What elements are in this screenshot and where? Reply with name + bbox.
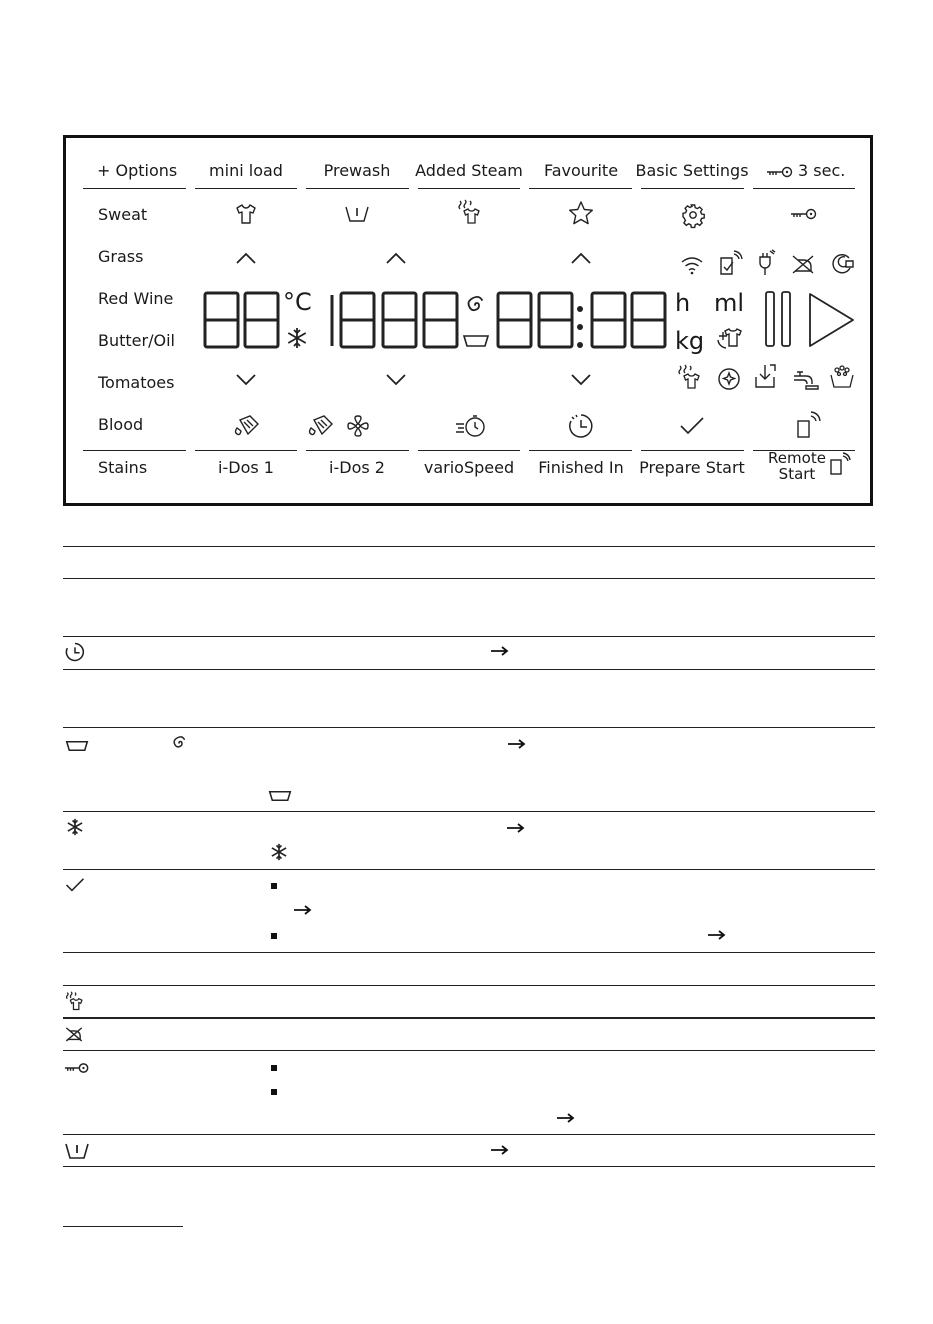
drum-clean-icon: [829, 252, 855, 276]
header-rule: [306, 188, 409, 189]
gear-icon: [681, 203, 705, 227]
table-rule: [63, 1166, 875, 1167]
finished-in-label: Finished In: [538, 458, 624, 477]
unit-ml: ml: [714, 289, 745, 317]
steam-shirt-icon: [456, 199, 484, 225]
snowflake-icon: [66, 818, 84, 836]
header-rule: [529, 188, 632, 189]
prewash-basin-icon: [344, 205, 370, 223]
rinse-hold-icon: [753, 363, 777, 389]
footer-rule: [641, 450, 744, 451]
pause-icon: [764, 290, 794, 348]
soak-icon: [829, 365, 855, 389]
table-rule: [63, 669, 875, 670]
header-rule: [83, 188, 186, 189]
spiral-icon: [170, 734, 188, 752]
spiral-icon: [463, 293, 487, 317]
arrow-right-icon: [506, 822, 526, 834]
table-rule: [63, 578, 875, 579]
checkmark-icon: [679, 416, 705, 436]
steam-shirt-icon: [64, 991, 86, 1011]
added-steam-label: Added Steam: [415, 161, 523, 180]
stain-blood: Blood: [98, 415, 144, 434]
options-label: + Options: [97, 161, 178, 180]
prewash-basin-icon: [64, 1142, 90, 1160]
unit-kg: kg: [675, 327, 705, 355]
checkmark-icon: [65, 877, 85, 893]
remote-start-icon: [829, 452, 851, 476]
bullet: [271, 933, 277, 939]
chevron-up-icon: [385, 252, 407, 264]
table-rule: [63, 546, 875, 547]
unit-h: h: [675, 289, 691, 317]
prepare-start-label: Prepare Start: [639, 458, 745, 477]
play-icon: [807, 291, 855, 349]
idos2-label: i-Dos 2: [329, 458, 385, 477]
chevron-down-icon: [570, 374, 592, 386]
stain-butter-oil: Butter/Oil: [98, 331, 175, 350]
drum-sparkle-icon: [717, 366, 741, 390]
key-3sec-label: 3 sec.: [798, 161, 846, 180]
remote-label: Remote: [768, 449, 826, 467]
footer-rule: [529, 450, 632, 451]
idos-icon: [232, 414, 260, 438]
temp-unit: °C: [283, 288, 312, 316]
footer-rule: [83, 450, 186, 451]
speed-timer-icon: [454, 414, 486, 438]
basin-icon: [462, 334, 490, 348]
chevron-up-icon: [235, 252, 257, 264]
stain-red-wine: Red Wine: [98, 289, 174, 308]
table-rule: [63, 727, 875, 728]
star-icon: [568, 201, 594, 226]
snowflake-icon: [270, 843, 288, 861]
arrow-right-icon: [556, 1112, 576, 1124]
header-rule: [641, 188, 744, 189]
idos-icon: [306, 414, 334, 438]
bullet: [271, 1089, 277, 1095]
key-icon: [766, 166, 794, 178]
table-rule: [63, 1050, 875, 1051]
no-iron-icon: [64, 1024, 84, 1044]
stain-sweat: Sweat: [98, 205, 148, 224]
table-rule: [63, 1017, 875, 1019]
arrow-right-icon: [707, 929, 727, 941]
arrow-right-icon: [507, 738, 527, 750]
key-icon: [64, 1062, 90, 1074]
tap-water-icon: [792, 366, 820, 390]
chevron-down-icon: [235, 374, 257, 386]
stain-grass: Grass: [98, 247, 144, 266]
variospeed-label: varioSpeed: [423, 458, 515, 477]
arrow-right-icon: [490, 1144, 510, 1156]
steam-shirt-icon: [676, 364, 704, 390]
header-rule: [195, 188, 297, 189]
table-rule: [63, 811, 875, 812]
wifi-icon: [680, 255, 704, 275]
favourite-label: Favourite: [543, 161, 619, 180]
footer-rule: [418, 450, 520, 451]
footnote-rule: [63, 1226, 183, 1227]
add-laundry-icon: [716, 326, 744, 350]
stain-stains: Stains: [98, 458, 148, 477]
seven-segment-display: [200, 289, 665, 353]
header-rule: [753, 188, 855, 189]
basin-icon: [268, 790, 292, 802]
chevron-up-icon: [570, 252, 592, 264]
arrow-right-icon: [293, 904, 313, 916]
chevron-down-icon: [385, 374, 407, 386]
key-icon: [790, 208, 818, 220]
bullet: [271, 1065, 277, 1071]
idos1-label: i-Dos 1: [218, 458, 274, 477]
footer-rule: [195, 450, 297, 451]
basin-icon: [65, 740, 89, 752]
arrow-right-icon: [490, 645, 510, 657]
mini-load-label: mini load: [209, 161, 283, 180]
table-rule: [63, 985, 875, 986]
basic-settings-label: Basic Settings: [635, 161, 749, 180]
footer-rule: [306, 450, 409, 451]
snowflake-icon: [286, 327, 308, 349]
plug-icon: [756, 249, 778, 277]
table-rule: [63, 952, 875, 953]
clock-icon: [65, 642, 85, 662]
clock-icon: [568, 413, 594, 439]
remote-start-icon: [795, 411, 821, 439]
fan-icon: [346, 414, 370, 438]
prewash-label: Prewash: [323, 161, 391, 180]
table-rule: [63, 869, 875, 870]
stain-tomatoes: Tomatoes: [98, 373, 175, 392]
no-iron-icon: [790, 251, 816, 277]
remote-phone-icon: [717, 250, 743, 276]
shirt-icon: [235, 203, 257, 225]
header-rule: [418, 188, 520, 189]
start-label: Start: [778, 465, 816, 483]
table-rule: [63, 636, 875, 637]
bullet: [271, 883, 277, 889]
table-rule: [63, 1134, 875, 1135]
